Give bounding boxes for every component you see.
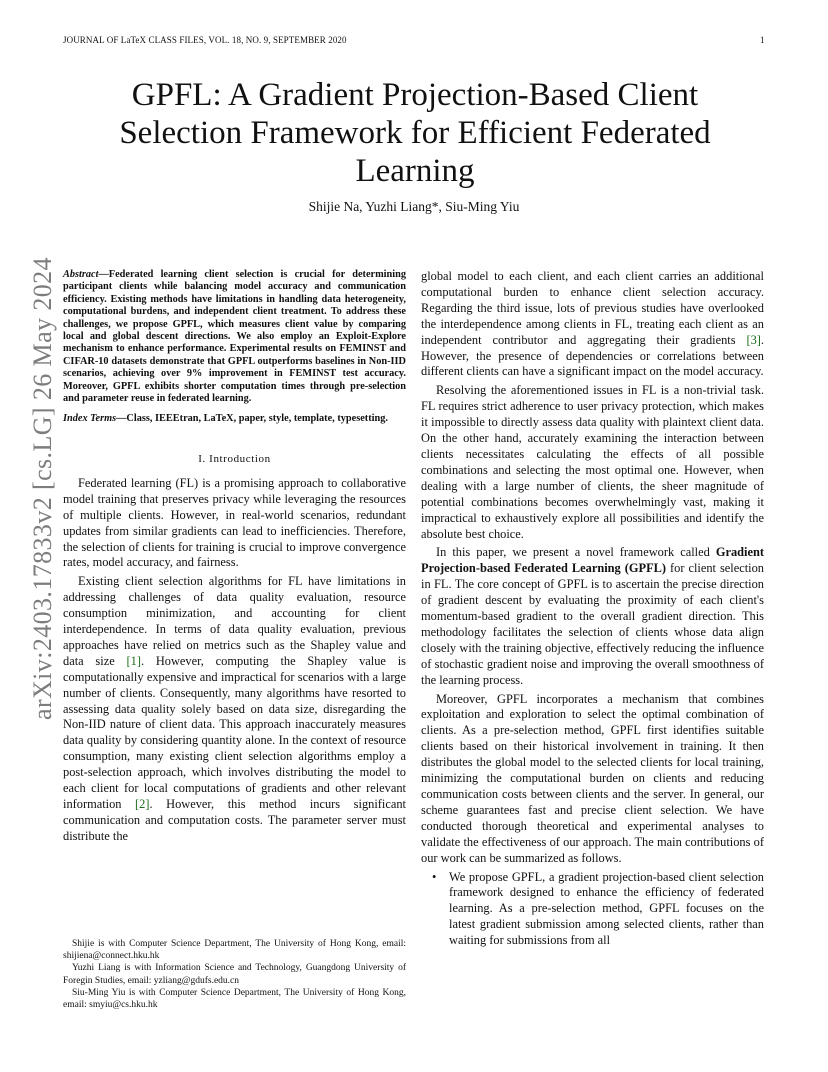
- contribution-item: [421, 870, 764, 950]
- paragraph: [421, 545, 764, 688]
- abstract-label: Abstract: [63, 269, 99, 280]
- paragraph-text: . However, computing the Shapley value is computationally expensive and impractical for scenarios with a large number of clients. Consequently, many algorithms have resorted to assessing data quality solely based on data size, disregarding the Non-IID nature of client data. This approach inaccurately measures data quality by considering quantity alone. In the context of resource consumption, many existing client selection algorithms employ a post-selection approach, which involves distributing the model to each client for local computations of gradients and other relevant information: [63, 653, 406, 811]
- left-column: [63, 269, 406, 848]
- page-number: 1: [760, 35, 765, 45]
- authors: Shijie Na, Yuzhi Liang*, Siu-Ming Yiu: [308, 199, 520, 214]
- title-line: GPFL: A Gradient Projection-Based Client: [131, 77, 699, 113]
- footnote: Yuzhi Liang is with Information Science and Technology, Guangdong University of Foregin Studies, email: yzliang@gdufs.edu.cn: [63, 963, 406, 986]
- paragraph: Moreover, GPFL incorporates a mechanism that combines exploitation and exploration to select the optimal combination of clients. As a pre-selection method, GPFL first identifies suitable clients based on their historical involvement in training. It then distributes the global model to the selected clients for local training, minimizing the computational burden on clients and reducing communication costs between clients and the server. In general, our scheme guarantees fast and precise client selection. We have conducted thorough theoretical and experimental analyses to validate the effectiveness of our approach. The main contributions of our work can be summarized as follows.: [421, 691, 764, 865]
- footnote: Shijie is with Computer Science Department, The University of Hong Kong, email: shijiena@connect.hku.hk: [63, 939, 406, 962]
- title-line: Selection Framework for Efficient Federated: [119, 115, 711, 151]
- index-terms-text: —Class, IEEEtran, LaTeX, paper, style, template, typesetting.: [116, 413, 388, 425]
- citation-link[interactable]: [3]: [746, 332, 761, 347]
- paragraph-text: global model to each client, and each client carries an additional computational burden to enhance client selection accuracy. Regarding the third issue, lots of previous studies have overlooked the interdependence among clients in FL, treating each client as an independent contributor and aggregating their gradients: [421, 269, 764, 347]
- right-column: [421, 269, 764, 949]
- bullet-icon: •: [432, 869, 437, 884]
- paragraph: Resolving the aforementioned issues in FL is a non-trivial task. FL requires strict adherence to user privacy protection, which makes it impossible to directly assess data quality with plaintext client data. On the other hand, accurately examining the interaction between clients necessitates calculating the effects of all possible combinations and selecting the most optimal one. However, when dealing with a large number of clients, the sheer magnitude of potential combinations becomes overwhelmingly vast, making it impractical to exhaustively explore all possibilities and identify the absolute best choice.: [421, 383, 764, 541]
- paper-title: [70, 76, 760, 190]
- paragraph-text: Existing client selection algorithms for FL have limitations in addressing challenges of data quality evaluation, resource consumption minimization, and accounting for client interdependence. In terms of data quality evaluation, previous approaches have relied on metrics such as the Shapley value and data size: [63, 574, 406, 668]
- arxiv-identifier: arXiv:2403.17833v2 [cs.LG] 26 May 2024: [28, 257, 57, 720]
- citation-link[interactable]: [2]: [135, 797, 150, 811]
- abstract-text: —Federated learning client selection is crucial for determining participant clients while balancing model accuracy and communication efficiency. Existing methods have limitations in handling data heterogeneity, computational burdens, and independent client treatment. To address these challenges, we propose GPFL, which measures client value by comparing local and global descent directions. We also employ an Exploit-Explore mechanism to enhance performance. Experimental results on FEMINST and CIFAR-10 datasets demonstrate that GPFL outperforms baselines in Non-IID scenarios, achieving over 9% improvement in FEMINST test accuracy. Moreover, GPFL exhibits shorter computation times through pre-selection and parameter reuse in federated learning.: [63, 269, 406, 405]
- paragraph: Federated learning (FL) is a promising approach to collaborative model training that preserves privacy while leveraging the resources of multiple clients. However, in real-world scenarios, redundant updates from similar gradients can lead to inefficiencies. Therefore, the selection of clients for training is crucial to improve convergence rates, model accuracy, and fairness.: [63, 475, 406, 570]
- paragraph: [63, 574, 406, 844]
- paragraph-text: for client selection in FL. The core concept of GPFL is to ascertain the precise direction of gradient descent by evaluating the proximity of each client's momentum-based gradient to the overall gradient direction. This methodology facilitates the selection of clients whose data align closely with the training objective, effectively reducing the influence of stochastic gradient noise and improving the overall smoothness of the learning process.: [421, 561, 764, 687]
- contribution-text: We propose GPFL, a gradient projection-based client selection framework designed to enhance the efficiency of federated learning. As a pre-selection method, GPFL focuses on the latest gradient submission among selected clients, rather than waiting for submissions from all: [449, 869, 764, 948]
- index-terms-label: Index Terms: [63, 413, 117, 425]
- paragraph-text: In this paper, we present a novel framework called: [436, 545, 716, 560]
- footnote: Siu-Ming Yiu is with Computer Science Department, The University of Hong Kong, email: smyiu@cs.hku.hk: [63, 987, 406, 1011]
- paragraph-text: . However, the presence of dependencies or correlations between different clients can have a significant impact on the model accuracy.: [421, 332, 764, 379]
- framework-name: Gradient Projection-based Federated Learning (GPFL): [421, 545, 764, 576]
- title-line: Learning: [355, 153, 475, 189]
- citation-link[interactable]: [1]: [126, 653, 141, 668]
- section-heading: I. Introduction: [198, 452, 271, 465]
- paragraph-text: . However, this method incurs significant communication and computation costs. The parameter server must distribute the: [63, 797, 406, 843]
- paragraph: [421, 269, 764, 380]
- index-terms: [63, 413, 406, 425]
- footnotes: [63, 938, 406, 1011]
- abstract: [63, 269, 406, 405]
- running-header: JOURNAL OF LaTeX CLASS FILES, VOL. 18, NO. 9, SEPTEMBER 2020: [63, 35, 347, 45]
